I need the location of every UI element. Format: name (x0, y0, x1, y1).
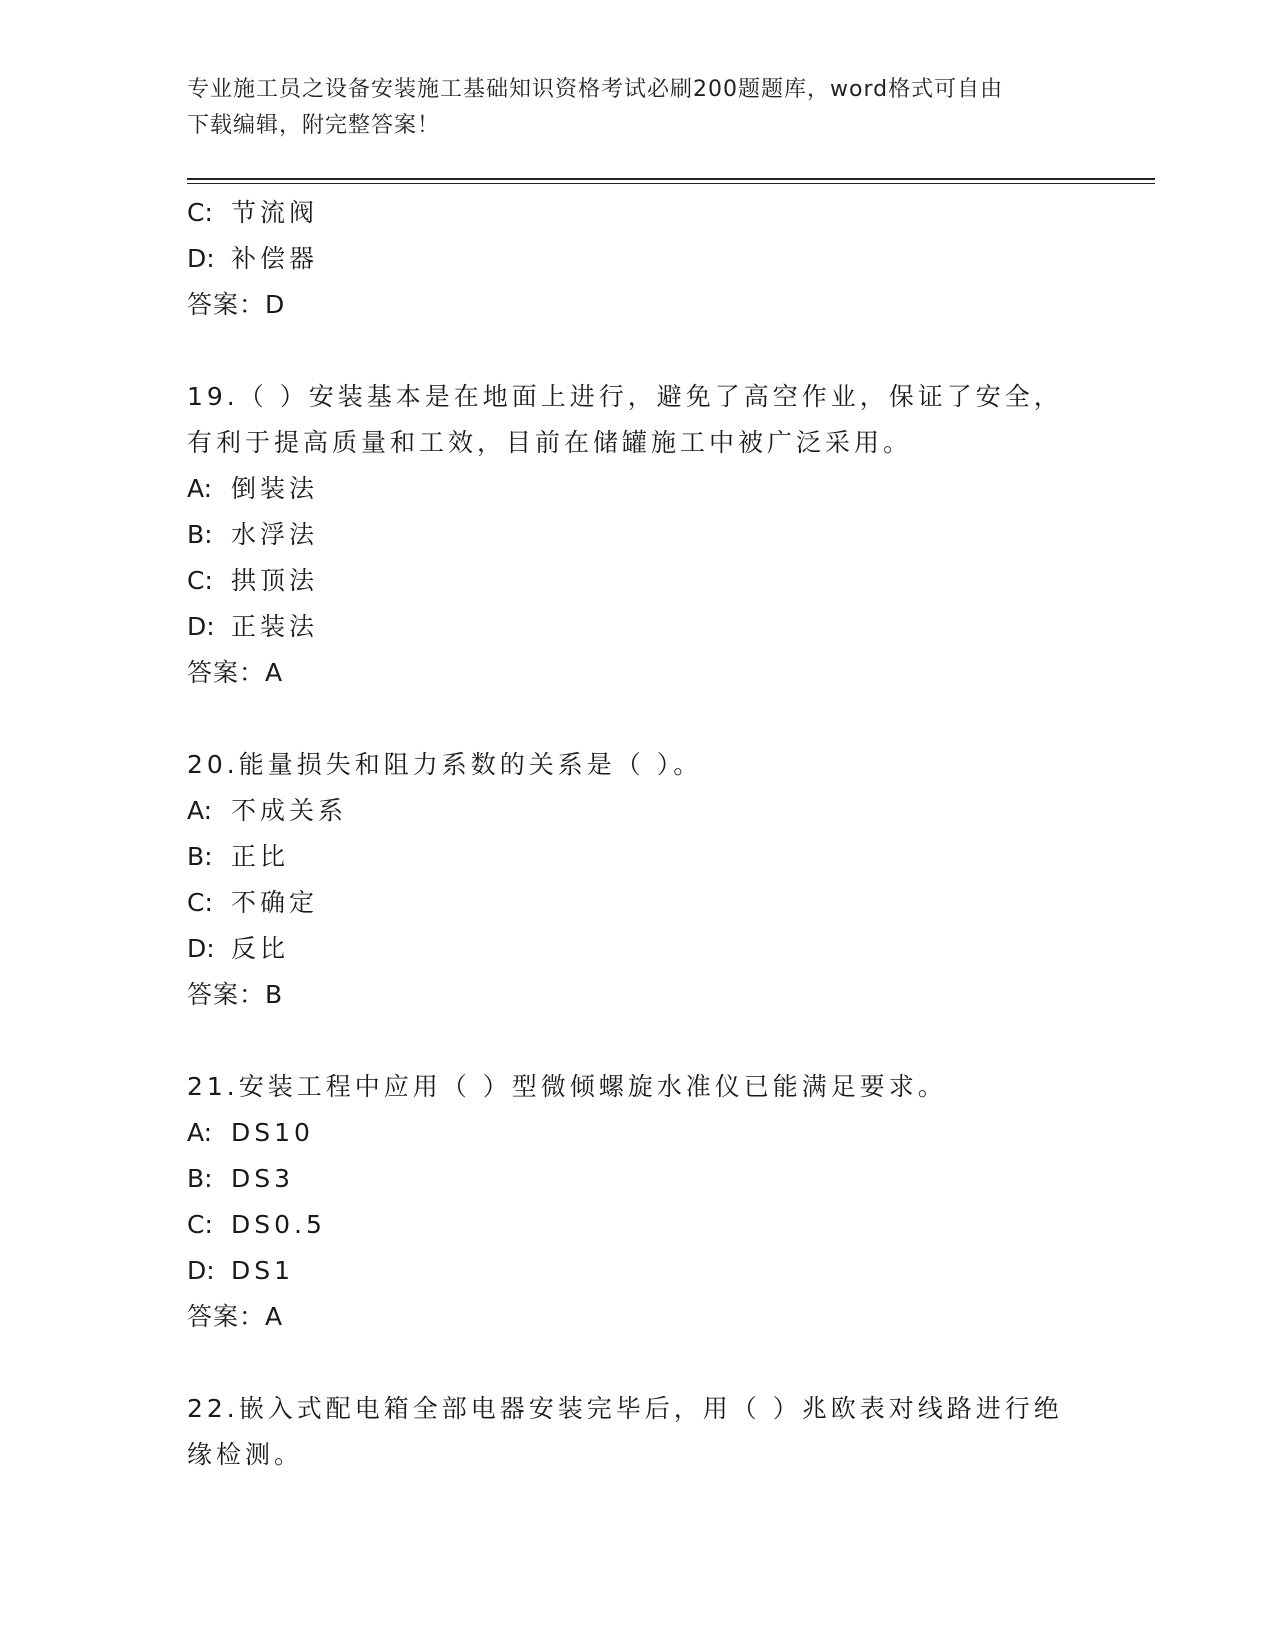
option-a (187, 1110, 1087, 1156)
question-20 (187, 742, 1087, 1018)
header-divider-thick (187, 178, 1155, 180)
option-text: 不确定 (231, 888, 319, 917)
option-text: DS0.5 (231, 1210, 326, 1239)
option-key: A: (187, 796, 213, 825)
question-text-line-1: 21.安装工程中应用（ ）型微倾螺旋水准仪已能满足要求。 (187, 1072, 947, 1101)
option-c (187, 558, 1087, 604)
option-key: C: (187, 198, 213, 227)
question-text-line-1: 19.（ ）安装基本是在地面上进行，避免了高空作业，保证了安全， (187, 382, 1063, 411)
option-text: DS3 (231, 1164, 295, 1193)
option-key: A: (187, 474, 213, 503)
option-text: 水浮法 (231, 520, 319, 549)
question-19 (187, 374, 1087, 696)
option-key: B: (187, 842, 213, 871)
option-text: 不成关系 (231, 796, 348, 825)
answer-line: 答案：A (187, 1302, 284, 1331)
option-a (187, 788, 1087, 834)
document-body (187, 190, 1087, 1478)
option-key: C: (187, 888, 213, 917)
question-text-line-2: 有利于提高质量和工效，目前在储罐施工中被广泛采用。 (187, 428, 913, 457)
option-text: 拱顶法 (231, 566, 319, 595)
document-header (187, 72, 1067, 144)
header-line-2: 下载编辑，附完整答案！ (187, 113, 441, 138)
question-18-continued (187, 190, 1087, 328)
question-22 (187, 1386, 1087, 1478)
header-divider-thin (187, 183, 1155, 184)
option-text: DS1 (231, 1256, 295, 1285)
option-d (187, 604, 1087, 650)
answer-line: 答案：B (187, 980, 284, 1009)
option-text: 正比 (231, 842, 290, 871)
option-text: 反比 (231, 934, 290, 963)
option-key: D: (187, 934, 215, 963)
option-d (187, 236, 1087, 282)
option-c (187, 190, 1087, 236)
option-d (187, 1248, 1087, 1294)
option-key: C: (187, 1210, 213, 1239)
option-key: A: (187, 1118, 213, 1147)
question-text-line-1: 22.嵌入式配电箱全部电器安装完毕后，用（ ）兆欧表对线路进行绝 (187, 1394, 1063, 1423)
option-text: DS10 (231, 1118, 314, 1147)
answer-line: 答案：A (187, 658, 284, 687)
option-b (187, 512, 1087, 558)
option-key: B: (187, 520, 213, 549)
option-text: 倒装法 (231, 474, 319, 503)
question-21 (187, 1064, 1087, 1340)
option-text: 补偿器 (231, 244, 319, 273)
option-text: 节流阀 (231, 198, 319, 227)
option-key: D: (187, 1256, 215, 1285)
option-key: C: (187, 566, 213, 595)
option-c (187, 880, 1087, 926)
answer-line: 答案：D (187, 290, 286, 319)
question-text-line-1: 20.能量损失和阻力系数的关系是（ ）。 (187, 750, 703, 779)
option-key: B: (187, 1164, 213, 1193)
option-b (187, 1156, 1087, 1202)
option-key: D: (187, 244, 215, 273)
header-line-1: 专业施工员之设备安装施工基础知识资格考试必刷200题题库，word格式可自由 (187, 77, 1004, 102)
option-c (187, 1202, 1087, 1248)
option-text: 正装法 (231, 612, 319, 641)
option-d (187, 926, 1087, 972)
question-text-line-2: 缘检测。 (187, 1440, 304, 1469)
option-b (187, 834, 1087, 880)
option-a (187, 466, 1087, 512)
option-key: D: (187, 612, 215, 641)
